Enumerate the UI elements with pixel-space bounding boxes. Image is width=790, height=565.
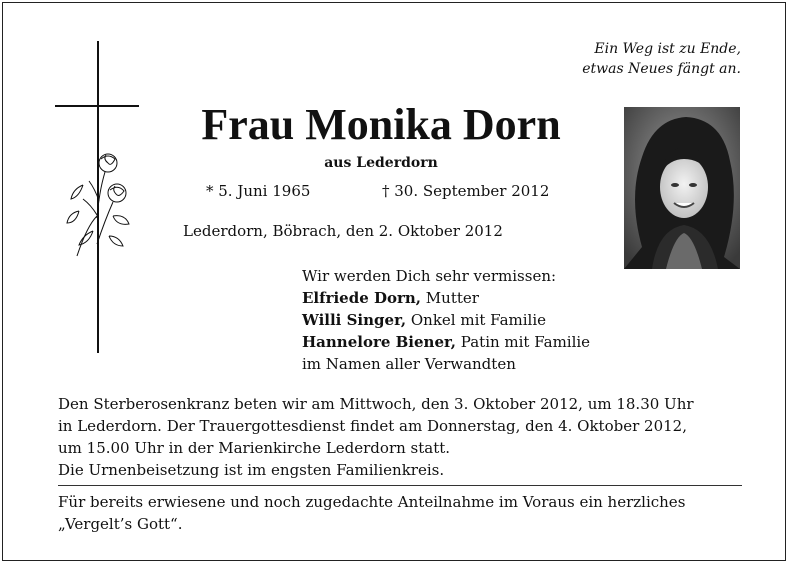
mourner-name: Willi Singer, [302, 311, 407, 329]
mourners-closing: im Namen aller Verwandten [302, 355, 516, 373]
mourner-relation: Onkel mit Familie [406, 311, 547, 329]
deceased-origin: aus Lederdorn [324, 155, 438, 171]
divider [58, 485, 742, 486]
mourners-block [302, 265, 622, 375]
thanks-line: Für bereits erwiesene und noch zugedachte Anteilnahme im Voraus ein herzliches [58, 493, 686, 511]
obituary-card [2, 2, 786, 561]
info-line: in Lederdorn. Der Trauergottesdienst findet am Donnerstag, den 4. Oktober 2012, [58, 417, 687, 435]
mourner-relation: Mutter [421, 289, 479, 307]
mourner-name: Hannelore Biener, [302, 333, 457, 351]
thanks-note [58, 491, 742, 535]
mourners-intro: Wir werden Dich sehr vermissen: [302, 267, 557, 285]
thanks-line: „Vergelt’s Gott“. [58, 515, 183, 533]
info-line: Den Sterberosenkranz beten wir am Mittwoch, den 3. Oktober 2012, um 18.30 Uhr [58, 395, 694, 413]
motto-line-2: etwas Neues fängt an. [582, 61, 741, 77]
mourner-entry [302, 331, 622, 353]
birth-date: * 5. Juni 1965 [206, 182, 311, 200]
cross-icon [53, 41, 148, 353]
info-line: um 15.00 Uhr in der Marienkirche Lederdorn statt. [58, 439, 451, 457]
mourner-entry [302, 309, 622, 331]
mourner-entry [302, 287, 622, 309]
place-date: Lederdorn, Böbrach, den 2. Oktober 2012 [183, 222, 503, 240]
motto [483, 39, 741, 79]
death-date: † 30. September 2012 [382, 182, 550, 200]
mourner-relation: Patin mit Familie [456, 333, 591, 351]
info-line: Die Urnenbeisetzung ist im engsten Familienkreis. [58, 461, 445, 479]
service-info [58, 393, 742, 481]
mourner-name: Elfriede Dorn, [302, 289, 422, 307]
deceased-name: Frau Monika Dorn [201, 100, 561, 149]
portrait-photo [624, 107, 740, 269]
motto-line-1: Ein Weg ist zu Ende, [594, 41, 741, 57]
